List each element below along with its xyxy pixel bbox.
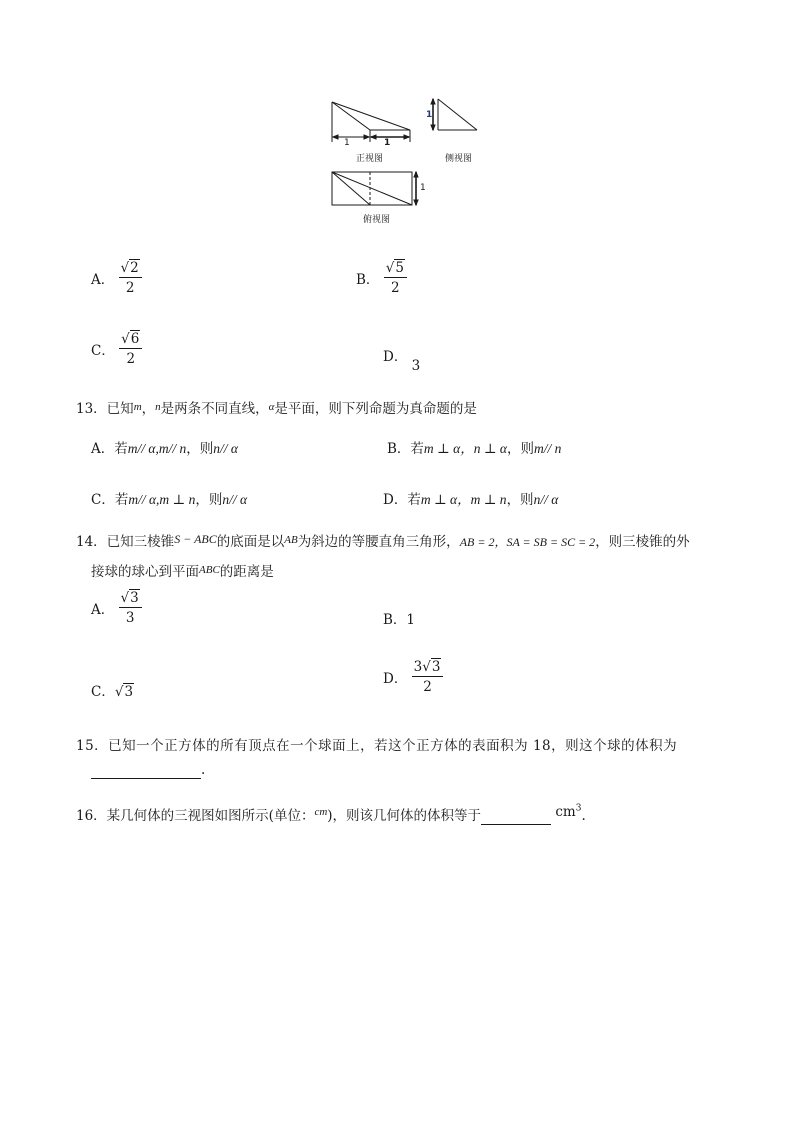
math-ab: AB — [284, 534, 298, 546]
option-math: m// n — [534, 441, 562, 456]
stem-text: 13．已知 — [76, 401, 134, 417]
option-letter: A． — [91, 602, 115, 618]
front-view — [332, 102, 410, 142]
option-letter: D． — [383, 492, 408, 508]
option-math: n// α — [533, 492, 559, 507]
denominator: 2 — [391, 280, 400, 296]
numerator: 5 — [395, 260, 404, 276]
stem-text: 为斜边的等腰直角三角形， — [297, 534, 460, 550]
math-sabc: S − ABC — [174, 532, 217, 546]
q14-option-b — [383, 608, 415, 628]
q12-option-c: C． $\frac{√6}{2}$ — [91, 331, 142, 367]
dim-label-2: 1 — [384, 138, 391, 148]
option-text: ，则 — [195, 492, 223, 508]
stem-text: 是两条不同直线， — [160, 401, 269, 417]
option-letter: D． — [383, 671, 408, 687]
numerator: 3 — [130, 590, 139, 606]
q14-stem-line1 — [76, 530, 690, 550]
option-letter: A． — [91, 441, 115, 457]
option-value: 1 — [406, 612, 416, 628]
unit-cm: cm — [314, 806, 328, 818]
top-view-label: 俯视图 — [363, 215, 391, 225]
option-letter: B． — [387, 441, 411, 457]
numerator: 6 — [130, 331, 140, 347]
q12-option-a: A． $\frac{√2}{2}$ — [91, 260, 142, 296]
denominator: 2 — [126, 351, 136, 367]
option-value: 3 — [124, 684, 134, 700]
math-abc: ABC — [199, 564, 220, 576]
top-view — [332, 172, 418, 205]
coefficient: 3 — [413, 659, 423, 675]
option-math: m ⊥ α，n ⊥ α — [423, 441, 507, 456]
stem-text: 的距离是 — [219, 564, 274, 580]
option-letter: D． — [383, 349, 408, 365]
option-text: ，则 — [506, 492, 534, 508]
q13-option-d — [383, 488, 558, 508]
q15-stem: 15．已知一个正方体的所有顶点在一个球面上，若这个正方体的表面积为 18，则这个球的体积为 — [76, 738, 678, 754]
front-view-label: 正视图 — [356, 154, 384, 164]
option-letter: C． — [91, 343, 115, 359]
stem-text: ，则三棱锥的外 — [595, 534, 690, 550]
q13-option-a — [91, 437, 238, 457]
var-alpha: α — [268, 401, 275, 413]
unit-cm3: cm — [555, 804, 576, 820]
option-math: m// α,m// n — [127, 441, 187, 456]
answer-blank[interactable] — [481, 808, 551, 825]
denominator: 2 — [423, 679, 432, 695]
q12-option-d — [383, 345, 421, 374]
option-text: 若 — [410, 441, 424, 457]
numerator: 2 — [130, 260, 139, 276]
var-n: n — [155, 401, 161, 413]
side-view-label: 侧视图 — [445, 154, 473, 164]
stem-text: 的底面是以 — [216, 534, 285, 550]
q14-option-a: A． $\frac{√3}{3}$ — [91, 590, 142, 626]
numerator: 3 — [431, 659, 441, 675]
option-math: m ⊥ α，m ⊥ n — [420, 492, 507, 507]
stem-text: )，则该几何体的体积等于 — [327, 808, 482, 824]
stem-text: 接球的球心到平面 — [91, 564, 199, 580]
answer-blank[interactable] — [91, 762, 201, 779]
option-text: ，则 — [507, 441, 534, 457]
dim-label-4: 1 — [420, 183, 426, 193]
stem-text: 是平面，则下列命题为真命题的是 — [274, 401, 477, 417]
stem-sep: ， — [141, 401, 156, 417]
dim-label-1: 1 — [344, 138, 350, 148]
stem-text: 14．已知三棱锥 — [76, 534, 175, 550]
q16-stem — [76, 804, 586, 825]
dim-label-3: 1 — [426, 110, 433, 120]
q14-option-c: C．√3 — [91, 684, 134, 700]
q15-answer-line — [91, 762, 205, 779]
option-value: 3 — [411, 358, 421, 374]
math-condition: AB = 2，SA = SB = SC = 2 — [459, 535, 596, 549]
option-math: n// α — [213, 441, 238, 456]
q14-option-d: D． $\frac{3√3}{2}$ — [383, 659, 443, 695]
stem-text: 16．某几何体的三视图如图所示(单位： — [76, 808, 315, 824]
var-m: m — [133, 401, 142, 413]
option-letter: C． — [91, 684, 115, 700]
option-text: ，则 — [186, 441, 214, 457]
option-math: n// α — [222, 492, 248, 507]
q13-option-b — [387, 437, 561, 457]
option-math: m// α,m ⊥ n — [128, 492, 196, 507]
q13-option-c — [91, 488, 247, 508]
period: . — [201, 762, 206, 778]
option-text: 若 — [114, 441, 128, 457]
period: . — [581, 808, 586, 824]
option-letter: B． — [383, 612, 407, 628]
q14-stem-line2 — [91, 560, 274, 580]
q13-stem — [76, 397, 477, 417]
option-letter: B． — [356, 272, 380, 288]
q12-option-b: B． $\frac{√5}{2}$ — [356, 260, 407, 296]
option-letter: C． — [91, 492, 115, 508]
unit-exponent: 3 — [575, 803, 582, 814]
denominator: 2 — [125, 280, 135, 296]
option-text: 若 — [114, 492, 129, 508]
option-text: 若 — [407, 492, 421, 508]
side-view — [431, 99, 477, 130]
option-letter: A． — [91, 272, 115, 288]
denominator: 3 — [125, 610, 135, 626]
